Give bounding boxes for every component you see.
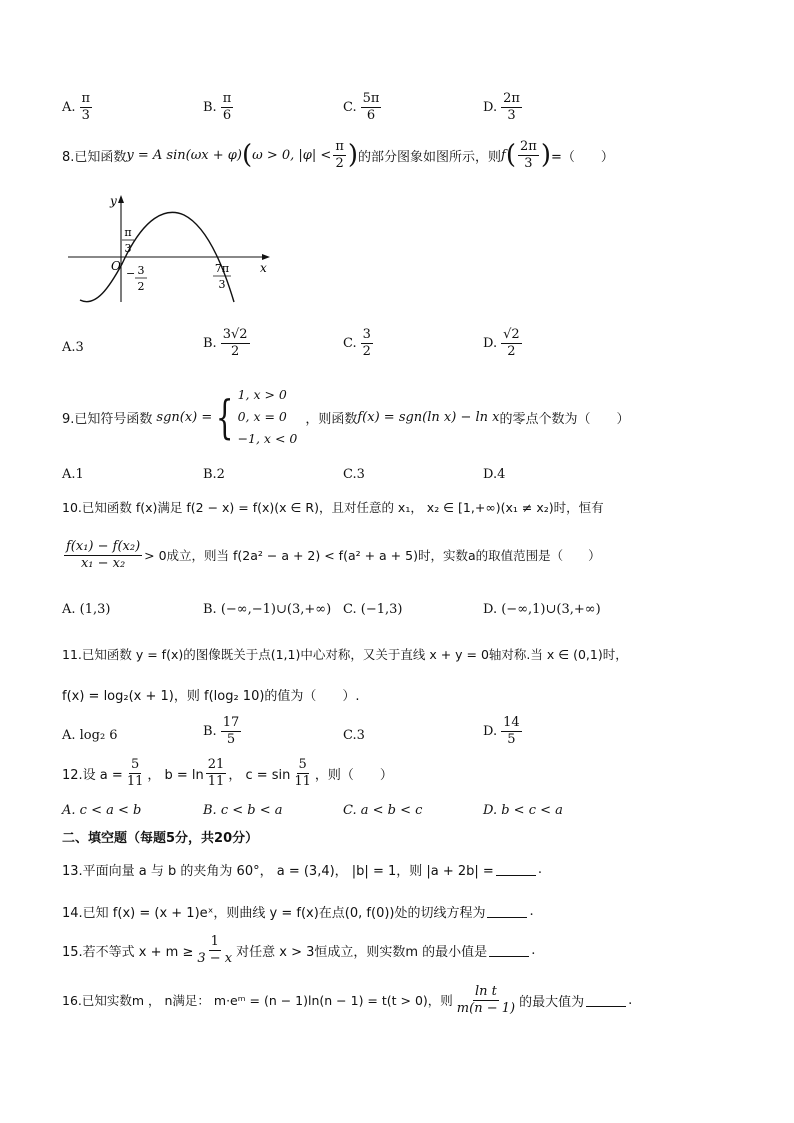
q13-answer-blank[interactable] (496, 863, 536, 876)
q15-answer-blank[interactable] (489, 944, 529, 957)
q11-option-c: C.3 (343, 728, 365, 743)
y-negative-num: 3 (137, 264, 145, 277)
q12-option-b: B. c < b < a (203, 803, 283, 818)
q12-option-d: D. b < c < a (483, 803, 563, 818)
q9-option-c: C.3 (343, 467, 365, 482)
q16-answer-blank[interactable] (586, 994, 626, 1007)
q7-option-a-fraction: $\frac{\pi}{3}$ (81, 91, 91, 123)
q7-option-c: C. $\frac{5\pi}{6}$ (343, 91, 380, 123)
q9-option-b: B.2 (203, 467, 225, 482)
q11-option-b: B. $\frac{17}{5}$ (203, 715, 240, 747)
question-10-line-1: 10.已知函数 f(x)满足 f(2 − x) = f(x)(x ∈ R)，且对任意的 x₁， x₂ ∈ [1,+∞)(x₁ ≠ x₂)时，恒有 (62, 500, 604, 515)
q12-option-a: A. c < a < b (62, 803, 142, 818)
q11-option-a: A. log₂ 6 (62, 728, 118, 743)
q8-option-a: A.3 (62, 340, 84, 355)
question-8-stem: 8.已知函数 y = A sin(ωx + φ) ( ω > 0, |φ| < $\frac{\pi}{2}$ ) 的部分图象如图所示，则 f ( $\frac{2\pi}{3}$ ) =（ ） (62, 139, 614, 171)
question-9-stem: 9.已知符号函数 sgn(x) = { 1, x > 0 0, x = 0 −1, x < 0 ，则函数 f(x) = sgn(ln x) − ln x 的零点个数为（ ） (62, 384, 762, 450)
x-tick-den: 3 (218, 278, 226, 291)
y-negative-sign: − (126, 267, 136, 280)
q8-option-b: B. $\frac{3√2}{2}$ (203, 327, 248, 359)
x-axis-label: x (260, 261, 267, 275)
q10-option-a: A. (1,3) (62, 602, 111, 617)
q7-option-c-fraction: $\frac{5\pi}{6}$ (362, 91, 380, 123)
q8-condition-fraction: $\frac{\pi}{2}$ (335, 139, 344, 171)
q14-answer-blank[interactable] (487, 905, 527, 918)
x-tick-num: 7π (214, 262, 230, 275)
q7-option-d-fraction: $\frac{2\pi}{3}$ (503, 91, 520, 123)
y-axis-label: y (110, 194, 117, 208)
q7-option-d: D. $\frac{2\pi}{3}$ (483, 91, 520, 123)
question-16: 16.已知实数m ， n满足： m·eᵐ = (n − 1)ln(n − 1) = t(t > 0)，则 $\frac{\text{ln t}}{m(n - 1)}$ 的最大值为 . (62, 984, 633, 1016)
question-13: 13.平面向量 a 与 b 的夹角为 60°， a = (3,4)， |b| = 1，则 |a + 2b| = . (62, 862, 542, 879)
y-positive-num: π (124, 226, 132, 239)
q7-option-a: A. $\frac{\pi}{3}$ (62, 91, 91, 123)
x-axis-arrow (262, 254, 270, 260)
q12-option-c: C. a < b < c (343, 803, 423, 818)
q7-option-b-fraction: $\frac{\pi}{6}$ (222, 91, 232, 123)
q10-option-d: D. (−∞,1)∪(3,+∞) (483, 602, 601, 617)
question-14: 14.已知 f(x) = (x + 1)eˣ，则曲线 y = f(x)在点(0, f(0))处的切线方程为 . (62, 904, 534, 921)
question-11-line-1: 11.已知函数 y = f(x)的图像既关于点(1,1)中心对称，又关于直线 x + y = 0轴对称.当 x ∈ (0,1)时， (62, 647, 628, 662)
q10-option-b: B. (−∞,−1)∪(3,+∞) (203, 602, 332, 617)
y-positive-den: 3 (124, 242, 132, 255)
q8-sine-graph (66, 190, 272, 306)
question-11-line-2: f(x) = log₂(x + 1)，则 f(log₂ 10)的值为（ ）. (62, 689, 360, 704)
q10-option-c: C. (−1,3) (343, 602, 403, 617)
q10-difference-quotient: $\frac{\text{f(x₁) − f(x₂)}}{\text{x₁ − x₂}}$ (66, 539, 141, 571)
origin-label: O (111, 259, 121, 273)
q8-option-d: D. $\frac{√2}{2}$ (483, 327, 520, 359)
section-2-heading: 二、填空题（每题5分，共20分） (62, 831, 259, 846)
q9-option-d: D.4 (483, 467, 506, 482)
y-negative-den: 2 (137, 280, 145, 293)
y-axis-arrow (118, 195, 124, 203)
question-15: 15.若不等式 x + m ≥ $\frac{1}{3 - x}$ 对任意 x > 3恒成立，则实数m 的最小值是 . (62, 934, 536, 966)
q9-option-a: A.1 (62, 467, 84, 482)
q7-option-b: B. $\frac{\pi}{6}$ (203, 91, 232, 123)
q8-argument-fraction: $\frac{2\pi}{3}$ (520, 139, 537, 171)
q11-option-d: D. $\frac{14}{5}$ (483, 715, 520, 747)
q9-piecewise-cases: 1, x > 0 0, x = 0 −1, x < 0 (237, 387, 298, 446)
question-10-line-2: $\frac{\text{f(x₁) − f(x₂)}}{\text{x₁ − x₂}}$ > 0成立，则当 f(2a² − a + 2) < f(a² + a + 5)时，实数a的取值范围是（ ） (66, 539, 601, 571)
question-12-stem: 12.设 a = $\frac{5}{11}$ ， b = ln $\frac{21}{11}$ ， c = sin $\frac{5}{11}$ ，则（ ） (62, 757, 393, 789)
q8-option-c: C. $\frac{3}{2}$ (343, 327, 371, 359)
